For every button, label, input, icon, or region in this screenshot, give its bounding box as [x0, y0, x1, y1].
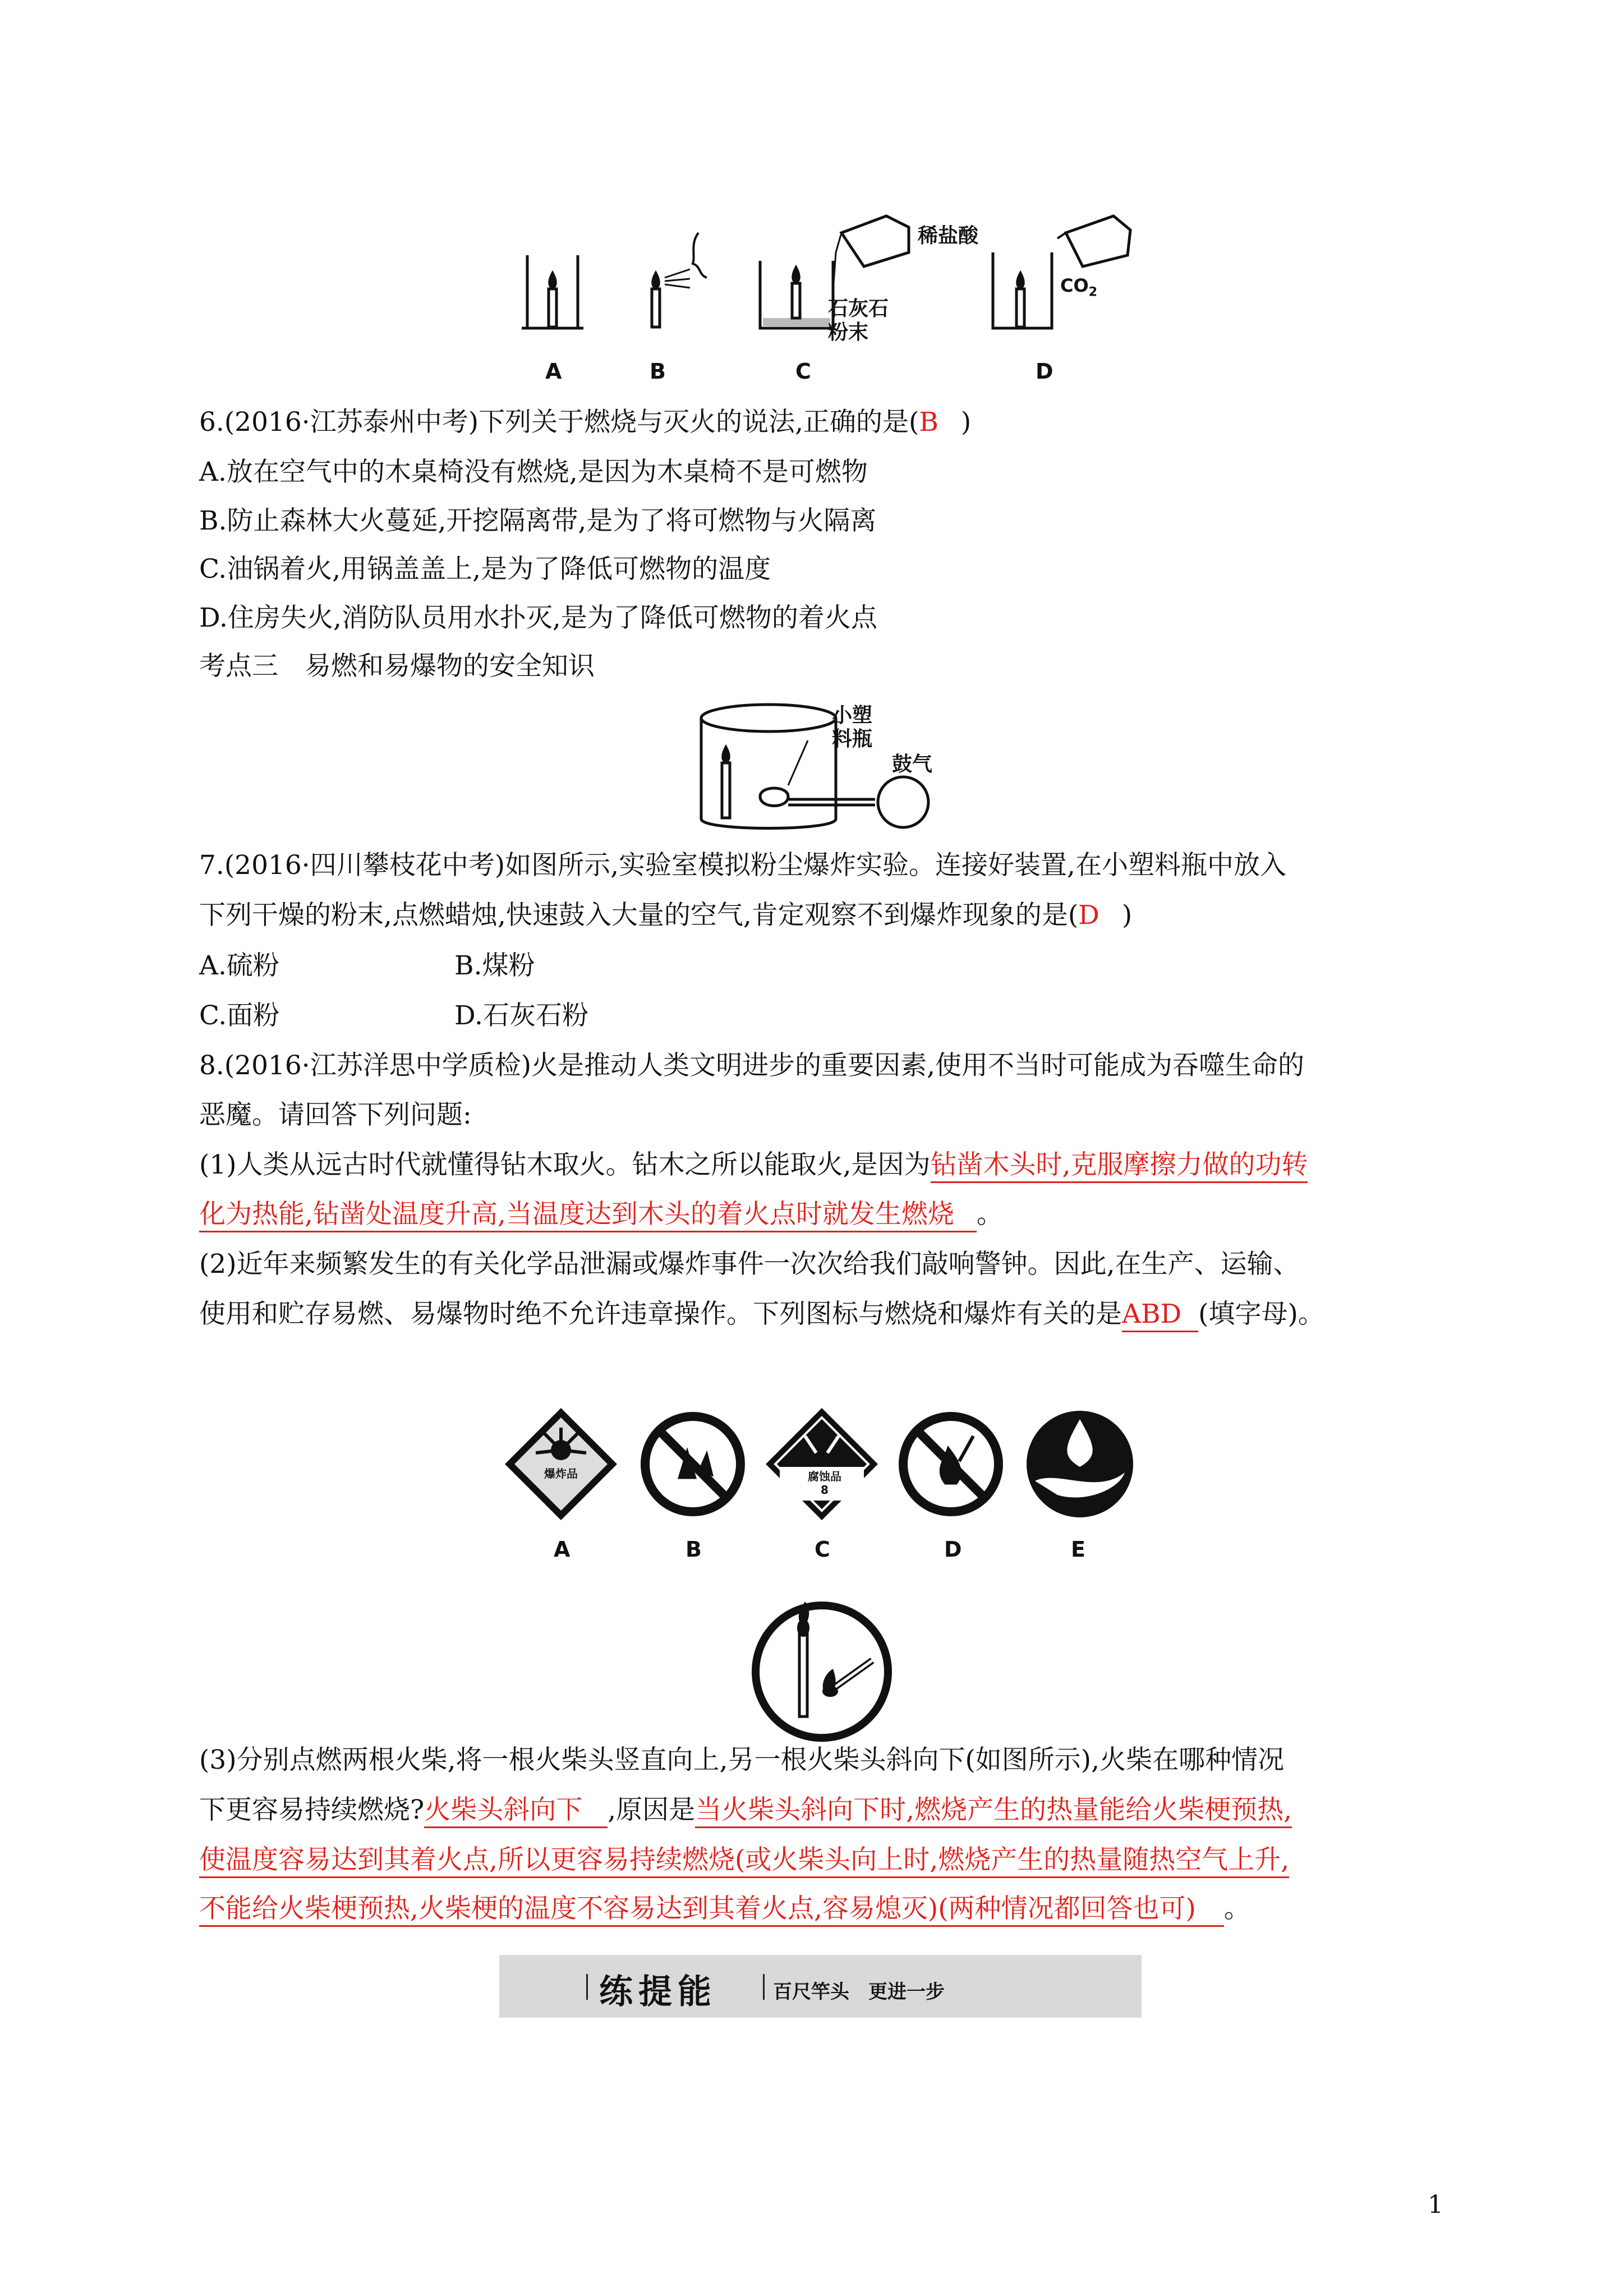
figure-label-c: C [795, 359, 811, 384]
q8-part3-answer-a: 火柴头斜向下 [424, 1795, 608, 1828]
q8-part3-answer-b3: 不能给火柴梗预热,火柴梗的温度不容易达到其着火点,容易熄灭)(两种情况都回答也可) [199, 1893, 1224, 1927]
q7-option-a: A.硫粉 [199, 950, 279, 981]
q7-option-b: B.煤粉 [454, 950, 535, 981]
q6-stem [199, 406, 971, 439]
banner-divider-left [586, 1974, 588, 2000]
q8-part1-answer-1: 钻凿木头时,克服摩擦力做的功转 [931, 1149, 1308, 1183]
sign-label-c: C [815, 1537, 830, 1562]
corrosive-sign-icon [766, 1408, 878, 1520]
no-open-flame-icon [903, 1416, 999, 1512]
q6-option-a: A.放在空气中的木桌椅没有燃烧,是因为木桌椅不是可燃物 [199, 457, 868, 487]
q6-option-d: D.住房失火,消防队员用水扑灭,是为了降低可燃物的着火点 [199, 602, 877, 633]
q8-part3-line3 [199, 1843, 1289, 1877]
q8-part3-line2 [199, 1793, 1292, 1827]
limestone-label-line1: 石灰石 [828, 297, 889, 320]
explosive-sign-icon [505, 1408, 617, 1520]
q7-stem-text: 下列干燥的粉末,点燃蜡烛,快速鼓入大量的空气,肯定观察不到爆炸现象的是( [199, 900, 1079, 931]
bottle-label-line1: 小塑 [832, 704, 873, 727]
banner-title: 练提能 [599, 1972, 717, 2012]
corrosive-class: 8 [821, 1483, 829, 1497]
q6-answer: B [919, 407, 938, 438]
bottle-label [832, 704, 872, 751]
q8-part1-text: (1)人类从远古时代就懂得钻木取火。钻木之所以能取火,是因为 [199, 1149, 931, 1180]
q8-part2-end: (填字母)。 [1198, 1299, 1324, 1329]
safety-signs [502, 1405, 1147, 1529]
pump-label: 鼓气 [892, 753, 933, 776]
co2-label [1060, 274, 1097, 304]
q8-part3-end: 。 [1223, 1893, 1250, 1924]
q6-stem-end: ) [960, 407, 972, 438]
q8-part3-question: 下更容易持续燃烧? [199, 1795, 425, 1825]
explosive-sign-text: 爆炸品 [544, 1467, 578, 1480]
sign-label-e: E [1071, 1537, 1085, 1562]
q7-option-d: D.石灰石粉 [454, 1000, 588, 1031]
q8-part1-end: 。 [976, 1199, 1003, 1230]
q8-stem-line2: 恶魔。请回答下列问题: [199, 1099, 472, 1130]
section-heading: 考点三 易燃和易爆物的安全知识 [199, 651, 595, 682]
sign-label-b: B [686, 1537, 702, 1562]
corrosive-sign-text [802, 1470, 847, 1497]
experiment-figure [505, 210, 1150, 356]
q6-stem-text: 6.(2016·江苏泰州中考)下列关于燃烧与灭火的说法,正确的是( [199, 407, 919, 438]
limestone-label [828, 297, 889, 344]
q8-part2-line2 [199, 1297, 1324, 1331]
bottle-label-line2: 料瓶 [832, 728, 873, 751]
q6-option-b: B.防止森林大火蔓延,开挖隔离带,是为了将可燃物与火隔离 [199, 505, 877, 536]
q6-option-c: C.油锅着火,用锅盖盖上,是为了降低可燃物的温度 [199, 554, 771, 585]
co2-subscript: 2 [1088, 285, 1097, 300]
q8-part2-line1: (2)近年来频繁发生的有关化学品泄漏或爆炸事件一次次给我们敲响警钟。因此,在生产、运输、 [199, 1249, 1300, 1280]
page-number: 1 [1428, 2191, 1443, 2219]
q7-stem-line1: 7.(2016·四川攀枝花中考)如图所示,实验室模拟粉尘爆炸实验。连接好装置,在小塑料瓶中放入 [199, 850, 1286, 881]
figure-label-d: D [1036, 359, 1053, 384]
section-banner [499, 1955, 1142, 2018]
q7-answer: D [1078, 900, 1099, 931]
q8-part2-answer: ABD [1122, 1299, 1198, 1332]
q8-stem-line1: 8.(2016·江苏洋思中学质检)火是推动人类文明进步的重要因素,使用不当时可能成为吞噬生命的 [199, 1050, 1305, 1081]
banner-divider-right [763, 1974, 765, 2000]
q8-part2-text: 使用和贮存易燃、易爆物时绝不允许违章操作。下列图标与燃烧和爆炸有关的是 [199, 1299, 1122, 1329]
corrosive-text: 腐蚀品 [808, 1470, 841, 1483]
q8-part1-line2 [199, 1198, 1003, 1231]
co2-text: CO [1060, 275, 1089, 296]
q8-part3-mid: ,原因是 [608, 1795, 696, 1825]
no-fireworks-icon [645, 1416, 740, 1512]
limestone-label-line2: 粉末 [828, 321, 869, 344]
banner-subtitle: 百尺竿头 更进一步 [773, 1981, 945, 2003]
q7-option-c: C.面粉 [199, 1000, 280, 1031]
q8-part3-line4 [199, 1892, 1250, 1926]
q8-part3-answer-b2: 使温度容易达到其着火点,所以更容易持续燃烧(或火柴头向上时,燃烧产生的热量随热空气上升, [199, 1844, 1289, 1878]
q8-part3-line1: (3)分别点燃两根火柴,将一根火柴头竖直向上,另一根火柴头斜向下(如图所示),火柴在哪种情况 [199, 1745, 1285, 1775]
sign-label-d: D [944, 1537, 962, 1562]
water-saving-icon [1027, 1411, 1133, 1517]
q7-stem-end: ) [1121, 900, 1133, 931]
q7-stem-line2 [199, 899, 1132, 932]
q8-part1-answer-2: 化为热能,钻凿处温度升高,当温度达到木头的着火点时就发生燃烧 [199, 1199, 977, 1232]
q8-part3-answer-b1: 当火柴头斜向下时,燃烧产生的热量能给火柴梗预热, [695, 1795, 1292, 1828]
sign-label-a: A [554, 1537, 571, 1562]
acid-label: 稀盐酸 [918, 224, 979, 247]
figure-label-a: A [545, 359, 562, 384]
figure-label-b: B [650, 359, 666, 384]
q8-part1-line1 [199, 1148, 1308, 1182]
matchsticks-figure [749, 1599, 895, 1745]
